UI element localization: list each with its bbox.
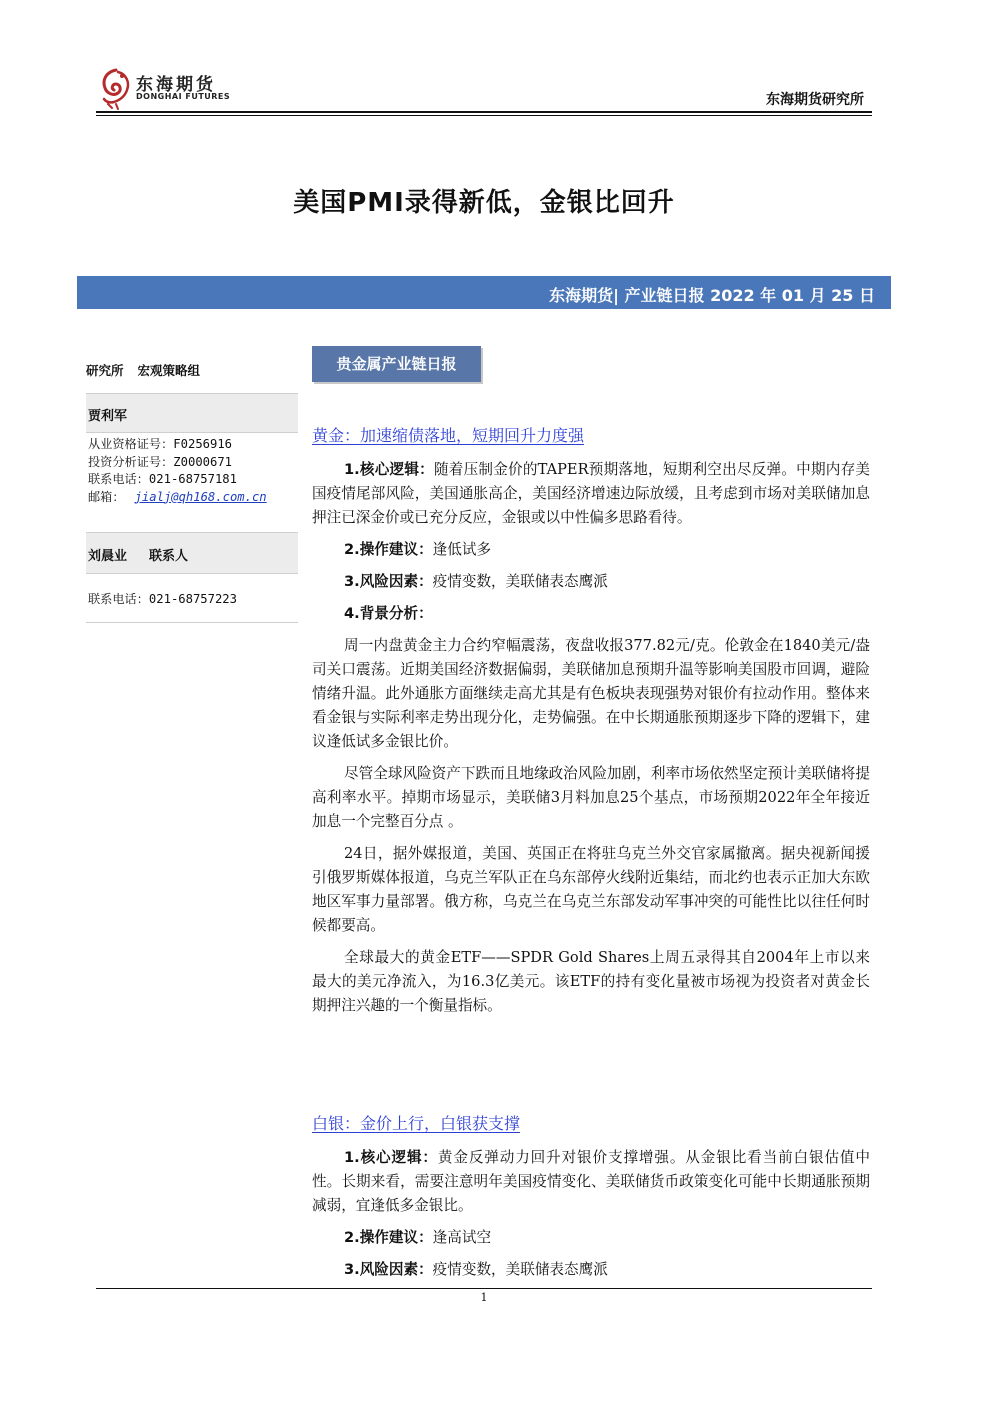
sidebar-department [86, 361, 298, 379]
gold-paragraph: 周一内盘黄金主力合约窄幅震荡，夜盘收报377.82元/克。伦敦金在1840美元/盎司关口震荡。近期美国经济数据偏弱，美联储加息预期升温等影响美国股市回调，避险情绪升温。此外通胀方面继续走高尤其是有色板块表现强势对银价有拉动作用。整体来看金银与实际利率走势出现分化，走势偏强。在中长期通胀预期逐步下降的逻辑下，建议逢低试多金银比价。 [312, 637, 870, 750]
contact-phone: 联系电话：021-68757223 [88, 592, 237, 606]
silver-operation [312, 1226, 870, 1250]
gold-core-logic [312, 458, 870, 530]
contact-name: 刘晨业 [88, 549, 128, 564]
footer-rule [96, 1288, 872, 1289]
gold-heading[interactable]: 黄金：加速缩债落地，短期回升力度强 [312, 426, 585, 445]
header-rule [96, 111, 872, 113]
gold-paragraph: 尽管全球风险资产下跌而且地缘政治风险加剧，利率市场依然坚定预计美联储将提高利率水平。掉期市场显示，美联储3月料加息25个基点，市场预期2022年全年接近加息一个完整百分点 。 [312, 765, 870, 830]
silver-risk-text: 疫情变数，美联储表态鹰派 [432, 1261, 608, 1278]
section-tag: 贵金属产业链日报 [312, 346, 481, 382]
silver-heading[interactable]: 白银：金价上行，白银获支撑 [312, 1114, 521, 1133]
silver-core-text: 黄金反弹动力回升对银价支撑增强。从金银比看当前白银估值中性。长期来看，需要注意明年美国疫情变化、美联储货币政策变化可能中长期通胀预期减弱，宜逢低多金银比。 [312, 1149, 870, 1214]
gold-bg-label: 4.背景分析： [344, 605, 433, 622]
gold-content [312, 458, 870, 1018]
email-label: 邮箱： [88, 489, 125, 504]
gold-risk-text: 疫情变数，美联储表态鹰派 [432, 573, 608, 590]
gold-core-text: 随着压制金价的TAPER预期落地，短期利空出尽反弹。中期内存美国疫情尾部风险，美国通胀高企，美国经济增速边际放缓，且考虑到市场对美联储加息押注已深金价或已充分反应，金银或以中性偏多思路看待。 [312, 461, 870, 526]
logo-chinese-text: 东海期货 [136, 75, 216, 95]
department-institute: 研究所 [86, 363, 124, 378]
gold-operation [312, 538, 870, 562]
gold-core-label: 1.核心逻辑： [344, 461, 434, 478]
contact-role: 联系人 [149, 549, 189, 564]
report-banner [77, 276, 891, 309]
department-group: 宏观策略组 [137, 363, 201, 378]
silver-risk [312, 1258, 870, 1282]
qualification-cert: 从业资格证号：F0256916 [88, 437, 233, 451]
contact-name-row [88, 545, 210, 564]
analyst-info [88, 436, 267, 506]
sidebar-divider [86, 432, 298, 433]
sidebar-divider [86, 622, 298, 623]
logo-english-text: DONGHAI FUTURES [136, 92, 231, 101]
silver-core-label: 1.核心逻辑： [344, 1149, 438, 1166]
email-link[interactable]: jialj@qh168.com.cn [134, 489, 267, 504]
silver-op-label: 2.操作建议： [344, 1229, 433, 1246]
gold-op-label: 2.操作建议： [344, 541, 433, 558]
report-title: 美国PMI录得新低，金银比回升 [293, 188, 675, 218]
analyst-phone: 联系电话：021-68757181 [88, 472, 237, 486]
gold-background [312, 602, 870, 626]
header-rule-thin [96, 115, 872, 116]
gold-paragraph: 全球最大的黄金ETF——SPDR Gold Shares上周五录得其自2004年上市以来最大的美元净流入，为16.3亿美元。该ETF的持有变化量被市场视为投资者对黄金长期押注兴趣的一个衡量指标。 [312, 949, 870, 1014]
silver-risk-label: 3.风险因素： [344, 1261, 433, 1278]
gold-risk [312, 570, 870, 594]
silver-core-logic [312, 1146, 870, 1218]
analyst-name: 贾利军 [88, 409, 128, 424]
gold-op-text: 逢低试多 [432, 541, 492, 558]
gold-risk-label: 3.风险因素： [344, 573, 433, 590]
page-number: 1 [480, 1291, 488, 1304]
gold-paragraph: 24日，据外媒报道，美国、英国正在将驻乌克兰外交官家属撤离。据央视新闻援引俄罗斯媒体报道，乌克兰军队正在乌东部停火线附近集结，而北约也表示正加大东欧地区军事力量部署。俄方称，乌克兰在乌克兰东部发动军事冲突的可能性比以往任何时候都要高。 [312, 845, 870, 934]
sidebar-divider [86, 573, 298, 574]
silver-content [312, 1146, 870, 1282]
dragon-logo-icon [96, 66, 136, 110]
analyst-email-row [88, 489, 267, 507]
investment-cert: 投资分析证号：Z0000671 [88, 454, 233, 469]
institute-name: 东海期货研究所 [766, 92, 864, 108]
banner-text: 东海期货| 产业链日报 2022 年 01 月 25 日 [549, 286, 875, 305]
silver-op-text: 逢高试空 [432, 1229, 492, 1246]
